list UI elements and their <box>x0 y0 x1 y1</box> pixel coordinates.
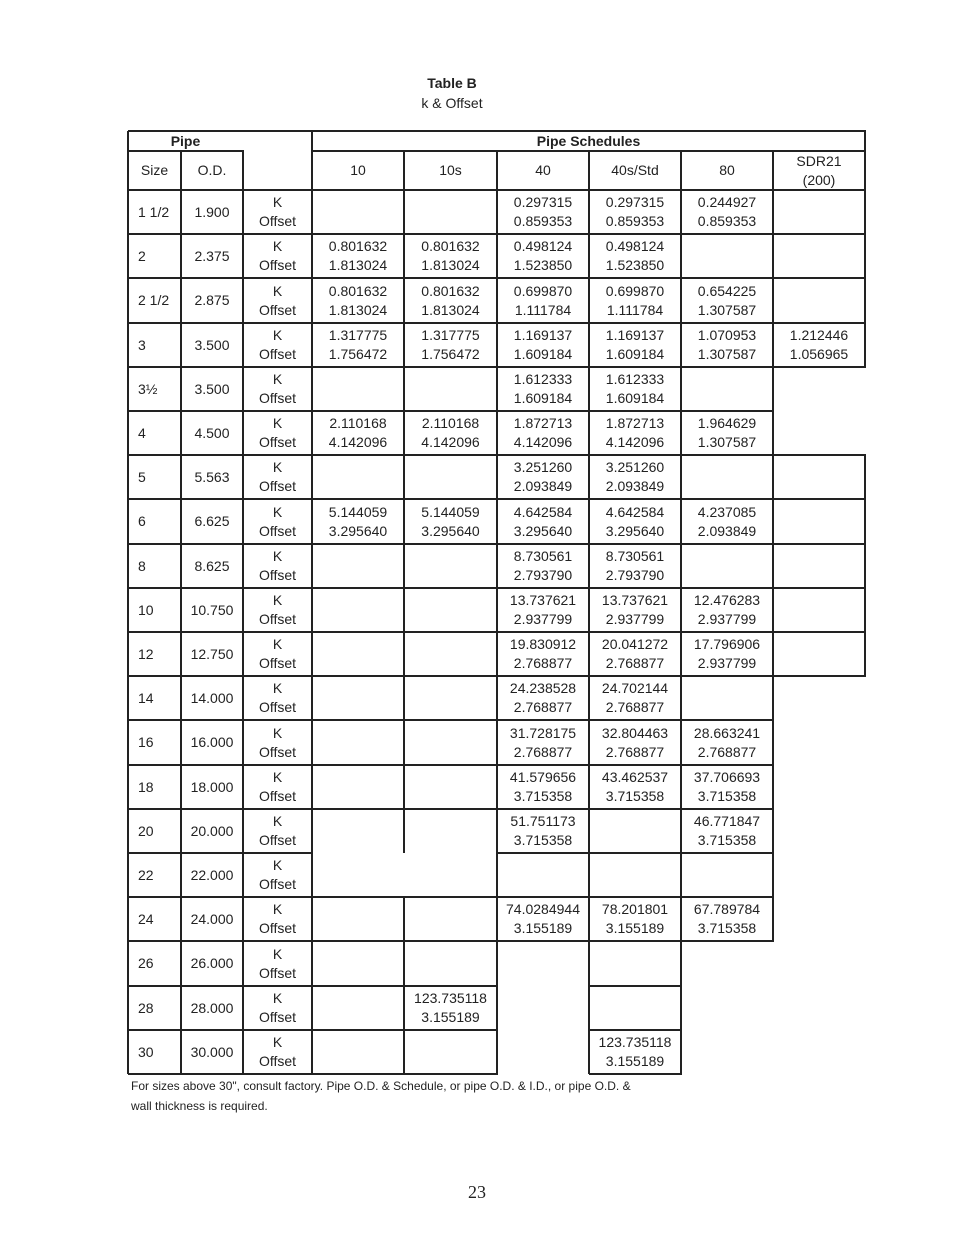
row-size: 30 <box>138 1043 154 1060</box>
cell-border <box>588 986 590 1030</box>
row-size: 14 <box>138 689 154 706</box>
value-cell: 32.804463 2.768877 <box>601 724 669 760</box>
value-cell: 1.169137 1.609184 <box>605 327 665 362</box>
row-od: 2.875 <box>194 292 230 308</box>
value-cell: 123.735118 3.155189 <box>598 1034 672 1069</box>
row-label-k-offset: K Offset <box>258 415 297 450</box>
row-label-k-offset: K Offset <box>258 592 297 627</box>
header-pipe-schedules: Pipe Schedules <box>536 132 641 149</box>
table-subtitle: k & Offset <box>421 95 483 111</box>
row-od: 14.000 <box>190 689 234 706</box>
value-cell: 0.699870 1.111784 <box>605 282 665 318</box>
value-cell: 1.317775 1.756472 <box>328 327 388 362</box>
table-border <box>864 544 866 588</box>
cell-border <box>680 986 682 1030</box>
row-size: 3½ <box>138 380 158 397</box>
row-label-k-offset: K Offset <box>258 769 297 804</box>
row-od: 18.000 <box>190 778 234 795</box>
cell-border <box>403 941 405 986</box>
footnote: For sizes above 30", consult factory. Pipe O.D. & Schedule, or pipe O.D. & I.D., or pipe O.D. & wall thickness is required. <box>131 1079 631 1113</box>
table-bottom-border <box>128 1073 498 1075</box>
row-label-k-offset: K Offset <box>258 901 297 936</box>
value-cell: 5.144059 3.295640 <box>421 503 480 539</box>
table-border <box>864 234 866 278</box>
value-cell: 51.751173 3.715358 <box>510 813 576 848</box>
row-od: 3.500 <box>194 336 230 353</box>
row-od: 8.625 <box>194 557 230 574</box>
row-label-k-offset: K Offset <box>258 945 297 981</box>
value-cell: 24.702144 2.768877 <box>601 680 669 715</box>
cell-border <box>772 367 774 411</box>
header-schedule-4: 80 <box>719 162 735 178</box>
row-label-k-offset: K Offset <box>258 238 297 273</box>
value-cell: 0.244927 0.859353 <box>697 194 757 229</box>
value-cell: 31.728175 2.768877 <box>509 724 577 760</box>
row-size: 26 <box>138 955 154 971</box>
cell-border <box>403 765 405 809</box>
row-od: 4.500 <box>194 424 230 441</box>
row-size: 2 <box>138 247 146 264</box>
cell-border <box>588 941 590 986</box>
row-od: 16.000 <box>190 734 234 750</box>
row-label-k-offset: K Offset <box>258 636 297 671</box>
header-schedule-3: 40s/Std <box>611 162 659 178</box>
value-cell: 0.297315 0.859353 <box>605 194 665 229</box>
value-cell: 0.654225 1.307587 <box>697 282 757 318</box>
value-cell: 4.237085 2.093849 <box>697 503 757 539</box>
cell-border <box>772 853 774 897</box>
value-cell: 1.612333 1.609184 <box>605 371 665 406</box>
value-cell: 1.070953 1.307587 <box>697 327 757 362</box>
value-cell: 1.212446 1.056965 <box>789 327 849 362</box>
row-size: 6 <box>138 513 146 529</box>
row-od: 20.000 <box>190 822 234 839</box>
value-cell: 19.830912 2.768877 <box>509 636 577 671</box>
row-border <box>589 985 682 987</box>
value-cell: 3.251260 2.093849 <box>605 459 665 494</box>
cell-border <box>403 367 405 411</box>
value-cell: 2.110168 4.142096 <box>421 415 480 450</box>
value-cell: 3.251260 2.093849 <box>513 459 573 494</box>
row-od: 10.750 <box>190 601 234 618</box>
row-size: 10 <box>138 601 154 618</box>
value-cell: 78.201801 3.155189 <box>601 901 669 936</box>
row-size: 28 <box>138 999 154 1016</box>
cell-border <box>403 1030 405 1074</box>
row-od: 30.000 <box>190 1043 234 1060</box>
row-label-k-offset: K Offset <box>258 724 297 760</box>
table-border <box>864 278 866 323</box>
row-label-k-offset: K Offset <box>258 194 297 229</box>
row-label-k-offset: K Offset <box>258 990 297 1025</box>
row-size: 20 <box>138 822 154 839</box>
row-od: 28.000 <box>190 999 234 1016</box>
value-cell: 0.801632 1.813024 <box>421 282 480 318</box>
cell-border <box>403 897 405 941</box>
header-schedule-0: 10 <box>350 162 366 178</box>
table-border <box>864 455 866 499</box>
page-number: 23 <box>468 1182 486 1202</box>
cell-border <box>772 234 774 278</box>
row-od: 24.000 <box>190 910 234 927</box>
cell-border <box>403 676 405 720</box>
row-od: 26.000 <box>190 955 234 971</box>
row-size: 16 <box>138 734 154 750</box>
cell-border <box>403 720 405 765</box>
value-cell: 74.0284944 3.155189 <box>506 901 580 936</box>
cell-border <box>403 588 405 632</box>
header-schedule-2: 40 <box>535 162 551 178</box>
cell-border <box>403 190 405 234</box>
row-size: 3 <box>138 336 146 353</box>
value-cell: 8.730561 2.793790 <box>605 548 665 583</box>
row-label-k-offset: K Offset <box>258 503 297 539</box>
header-pipe: Pipe <box>170 132 201 149</box>
header-schedule-5: SDR21 (200) <box>796 152 842 188</box>
row-size: 8 <box>138 557 146 574</box>
value-cell: 1.964629 1.307587 <box>697 415 757 450</box>
value-cell: 0.801632 1.813024 <box>421 238 480 273</box>
row-label-k-offset: K Offset <box>258 857 297 892</box>
value-cell: 2.110168 4.142096 <box>328 415 388 450</box>
table-title: Table B <box>427 75 477 91</box>
cell-border <box>496 1030 498 1074</box>
header-size: Size <box>140 162 169 178</box>
value-cell: 41.579656 3.715358 <box>509 769 577 804</box>
row-od: 6.625 <box>194 513 230 529</box>
cell-border <box>680 853 682 897</box>
row-size: 2 1/2 <box>138 292 170 308</box>
row-od: 2.375 <box>194 247 230 264</box>
value-cell: 0.498124 1.523850 <box>605 238 665 273</box>
cell-border <box>403 544 405 588</box>
value-cell: 4.642584 3.295640 <box>513 503 573 539</box>
row-size: 22 <box>138 866 154 883</box>
value-cell: 1.317775 1.756472 <box>421 327 480 362</box>
row-label-k-offset: K Offset <box>258 1034 297 1069</box>
value-cell: 46.771847 3.715358 <box>693 813 761 848</box>
value-cell: 24.238528 2.768877 <box>509 680 577 715</box>
cell-border <box>772 544 774 588</box>
cell-border <box>496 941 498 986</box>
value-cell: 67.789784 3.715358 <box>693 901 761 936</box>
row-od: 3.500 <box>194 380 230 397</box>
row-size: 1 1/2 <box>138 203 170 220</box>
row-od: 12.750 <box>190 645 234 662</box>
value-cell: 123.735118 3.155189 <box>414 990 487 1025</box>
row-label-k-offset: K Offset <box>258 371 297 406</box>
value-cell: 37.706693 3.715358 <box>693 769 761 804</box>
cell-border <box>403 632 405 676</box>
table-bottom-border <box>589 1073 682 1075</box>
row-border <box>497 852 774 854</box>
row-size: 18 <box>138 778 154 795</box>
table-border <box>864 632 866 676</box>
value-cell: 13.737621 2.937799 <box>509 592 577 627</box>
value-cell: 1.872713 4.142096 <box>605 415 665 450</box>
cell-border <box>588 853 590 897</box>
value-cell: 0.801632 1.813024 <box>328 282 388 318</box>
row-label-k-offset: K Offset <box>258 282 297 318</box>
cell-border <box>403 809 405 853</box>
row-label-k-offset: K Offset <box>258 813 297 848</box>
cell-border <box>680 941 682 986</box>
row-label-k-offset: K Offset <box>258 680 297 715</box>
cell-border <box>772 455 774 499</box>
value-cell: 1.169137 1.609184 <box>513 327 573 362</box>
row-label-k-offset: K Offset <box>258 548 297 583</box>
row-od: 1.900 <box>194 203 230 220</box>
row-size: 4 <box>138 424 146 441</box>
value-cell: 17.796906 2.937799 <box>693 636 761 671</box>
value-cell: 4.642584 3.295640 <box>605 503 665 539</box>
cell-border <box>403 455 405 499</box>
row-size: 12 <box>138 645 154 662</box>
table-border <box>864 190 866 234</box>
value-cell: 20.041272 2.768877 <box>601 636 669 671</box>
cell-border <box>772 676 774 720</box>
header-od: O.D. <box>197 162 227 178</box>
row-size: 24 <box>138 910 154 927</box>
row-label-k-offset: K Offset <box>258 459 297 494</box>
row-label-k-offset: K Offset <box>258 327 297 362</box>
value-cell: 13.737621 2.937799 <box>601 592 669 627</box>
cell-border <box>496 853 498 897</box>
value-cell: 5.144059 3.295640 <box>328 503 388 539</box>
value-cell: 1.612333 1.609184 <box>513 371 573 406</box>
table-border <box>864 588 866 632</box>
value-cell: 28.663241 2.768877 <box>693 724 761 760</box>
value-cell: 8.730561 2.793790 <box>513 548 573 583</box>
row-od: 22.000 <box>190 866 234 883</box>
value-cell: 0.699870 1.111784 <box>513 282 573 318</box>
table-border <box>864 499 866 544</box>
value-cell: 0.297315 0.859353 <box>513 194 573 229</box>
value-cell: 43.462537 3.715358 <box>601 769 669 804</box>
row-size: 5 <box>138 468 146 485</box>
value-cell: 1.872713 4.142096 <box>513 415 573 450</box>
value-cell: 0.801632 1.813024 <box>328 238 388 273</box>
row-od: 5.563 <box>194 468 230 485</box>
value-cell: 0.498124 1.523850 <box>513 238 573 273</box>
header-schedule-1: 10s <box>439 162 462 178</box>
value-cell: 12.476283 2.937799 <box>693 592 761 627</box>
